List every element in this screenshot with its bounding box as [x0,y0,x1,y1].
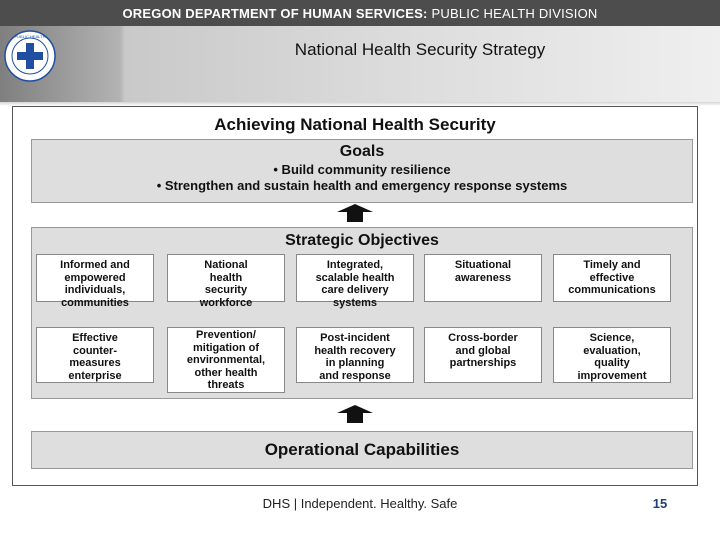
up-arrow-icon [337,405,373,423]
objective-line: other health [194,366,258,379]
objective-line: Informed and [60,259,130,271]
objective-line: health recovery [314,344,396,357]
division-name: PUBLIC HEALTH DIVISION [431,5,598,21]
objective-box [553,327,671,383]
objective-line: environmental, [186,354,266,366]
objective-line: in planning [325,357,385,369]
objective-line: threats [207,379,245,391]
objective-box [424,254,542,302]
objective-line: Timely and [583,259,641,271]
objective-line: health [209,271,243,284]
objective-line: Situational [454,259,512,271]
objective-line: mitigation of [193,341,259,354]
goals-panel [31,139,693,203]
objective-box [296,327,414,383]
objective-line: empowered [64,271,126,284]
objective-line: enterprise [68,369,122,382]
agency-name: OREGON DEPARTMENT OF HUMAN SERVICES: [122,5,428,21]
objective-line: counter- [73,344,117,357]
objective-line: Cross-border [448,332,518,344]
objective-line: Prevention/ [196,329,256,341]
goal-item: • Strengthen and sustain health and emergency response systems [156,178,568,193]
seal-lettering: PUBLIC HEALTH [14,34,46,39]
objective-line: measures [69,357,121,369]
objective-line: quality [594,357,630,369]
page-number: 15 [652,496,668,511]
objective-line: care delivery [321,284,389,296]
strategic-objectives-panel [31,227,693,399]
diagram-title: Achieving National Health Security [214,115,496,134]
objective-line: communications [568,284,656,296]
objective-line: evaluation, [583,344,641,357]
objective-line: scalable health [315,271,395,284]
objective-box [36,254,154,309]
objective-line: Integrated, [326,259,384,271]
objective-box [167,254,285,309]
slide-title: National Health Security Strategy [294,40,546,59]
objective-line: individuals, [64,284,126,296]
goals-heading: Goals [339,143,385,160]
objective-line: and global [455,344,511,357]
objective-line: communities [61,296,129,309]
diagram-frame [12,106,698,486]
up-arrow-icon [337,204,373,222]
objective-box [553,254,671,302]
objective-line: and response [319,369,391,382]
goal-item: • Build community resilience [273,162,451,177]
objective-line: Effective [72,332,118,344]
footer-tagline: DHS | Independent. Healthy. Safe [262,496,458,511]
agency-header-bar [0,0,720,26]
objective-line: effective [589,271,635,284]
objective-line: National [204,259,248,271]
objective-line: Science, [589,332,635,344]
objective-box [167,327,285,393]
objective-line: systems [332,296,378,309]
operational-capabilities-panel: Operational Capabilities [31,431,693,469]
objective-line: awareness [454,271,512,284]
objective-line: security [204,284,248,296]
objective-box [36,327,154,383]
objective-line: Post-incident [320,332,390,344]
strategic-objectives-heading: Strategic Objectives [285,232,439,249]
objective-line: partnerships [449,357,517,369]
public-health-seal-icon [4,30,56,82]
objective-box [296,254,414,309]
objective-box [424,327,542,383]
objective-line: workforce [199,296,253,309]
title-banner [0,26,720,102]
objective-line: improvement [577,369,647,382]
